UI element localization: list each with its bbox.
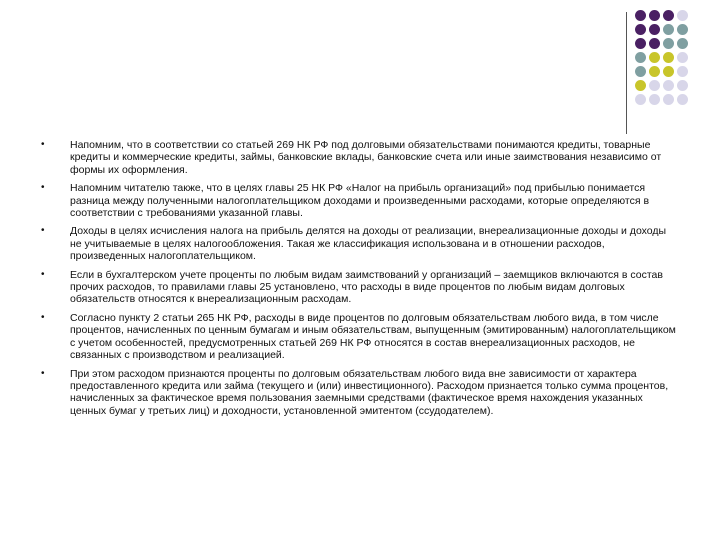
decorative-dot (649, 80, 660, 91)
decorative-dot (663, 80, 674, 91)
bullet-item (40, 182, 680, 219)
decorative-dot (635, 94, 646, 105)
decorative-dot (649, 52, 660, 63)
decorative-dot (649, 24, 660, 35)
bullet-list (40, 139, 680, 417)
decorative-dot (635, 38, 646, 49)
decorative-dot (677, 66, 688, 77)
decorative-dot (677, 10, 688, 21)
decorative-dot (677, 52, 688, 63)
bullet-text: Доходы в целях исчисления налога на прибыль делятся на доходы от реализации, внереализационные доходы и доходы не учитываемые в целях налогообложения. Такая же классификация использована и в отношении расходов, произведенных налогоплательщиком. (70, 225, 667, 263)
bullet-item (40, 312, 680, 362)
bullet-icon: • (41, 367, 45, 379)
bullet-text: Если в бухгалтерском учете проценты по любым видам заимствований у организаций – заемщиков включаются в состав прочих расходов, то правилами главы 25 установлено, что расходы в виде процентов по любым видам долговых обязательств относятся к внереализационным расходам. (70, 268, 663, 306)
decorative-dot (663, 38, 674, 49)
bullet-text: Напомним, что в соответствии со статьей 269 НК РФ под долговыми обязательствами понимаются кредиты, товарные кредиты и коммерческие кредиты, займы, банковские вклады, банковские счета или иные заимствования независимо от формы их оформления. (70, 139, 662, 176)
decorative-dot (649, 10, 660, 21)
decorative-dot (663, 94, 674, 105)
decorative-dot (663, 52, 674, 63)
bullet-item (40, 368, 680, 418)
decorative-dot (663, 10, 674, 21)
decorative-dot (649, 38, 660, 49)
decorative-dot (635, 80, 646, 91)
decorative-dot (649, 66, 660, 77)
bullet-icon: • (41, 268, 45, 280)
bullet-icon: • (41, 225, 45, 237)
decorative-dot (635, 24, 646, 35)
decorative-dot (677, 24, 688, 35)
decorative-dot (649, 94, 660, 105)
bullet-icon: • (41, 139, 45, 150)
bullet-text: Согласно пункту 2 статьи 265 НК РФ, расходы в виде процентов по долговым обязательствам любого вида, в том числе процентов, начисленных по ценным бумагам и иным обязательствам, выпущенным (эмитированным) налогоплательщиком с учетом особенностей, предусмотренных статьей 269 НК РФ относятся в состав внереализационных расходов, не связанных с производством и реализацией. (70, 311, 676, 362)
decorative-dot-grid (635, 10, 715, 120)
bullet-text: При этом расходом признаются проценты по долговым обязательствам любого вида вне зависимости от характера предоставленного кредита или займа (текущего и (или) инвестиционного). Расходом признается только сумма процентов, начисленных за фактическое время пользования заемными средствами (фактическое время нахождения указанных ценных бумаг у третьих лиц) и доходности, установленной эмитентом (ссудодателем). (70, 367, 669, 417)
decorative-divider-line (626, 12, 627, 134)
decorative-dot (663, 24, 674, 35)
decorative-dot (663, 66, 674, 77)
decorative-dot (677, 80, 688, 91)
bullet-item (40, 269, 680, 306)
slide-content (40, 139, 680, 423)
bullet-icon: • (41, 311, 45, 323)
bullet-icon: • (41, 182, 45, 194)
decorative-dot (677, 38, 688, 49)
decorative-dot (635, 10, 646, 21)
bullet-text: Напомним читателю также, что в целях главы 25 НК РФ «Налог на прибыль организаций» под прибылью понимается разница между полученными налогоплательщиком доходами и произведенными расходами, которые определяются в соответствии с требованиями указанной главы. (70, 182, 650, 220)
bullet-item (40, 225, 680, 262)
decorative-dot (635, 66, 646, 77)
bullet-item (40, 139, 680, 176)
decorative-dot (677, 94, 688, 105)
decorative-dot (635, 52, 646, 63)
